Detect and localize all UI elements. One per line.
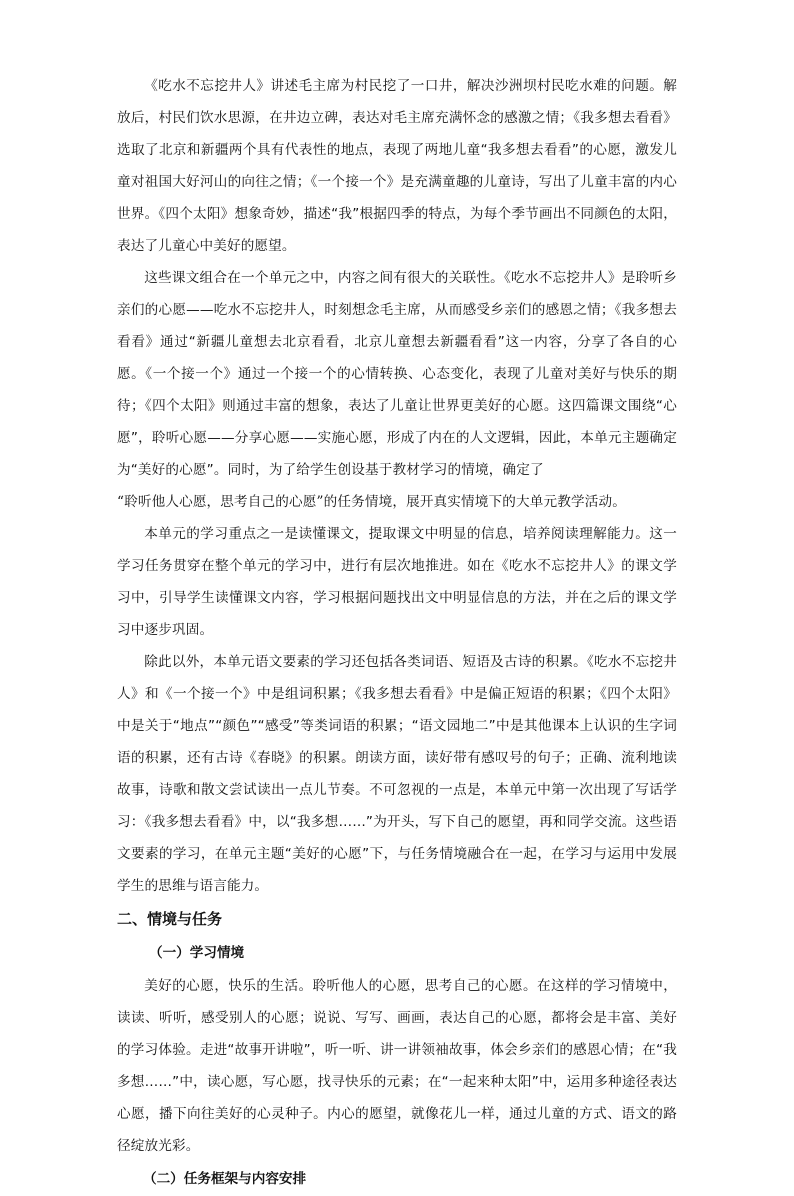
paragraph-unit-theme: 这些课文组合在一个单元之中，内容之间有很大的关联性。《吃水不忘挖井人》是聆听乡亲们的心愿——吃水不忘挖井人，时刻想念毛主席，从而感受乡亲们的感恩之情；《我多想去看看》通过“新疆儿童想去北京看看，北京儿童想去新疆看看”这一内容，分享了各自的心愿。《一个接一个》通过一个接一个的心情转换、心态变化，表现了儿童对美好与快乐的期待；《四个太阳》则通过丰富的想象，表达了儿童让世界更美好的心愿。这四篇课文围绕“心愿”，聆听心愿——分享心愿——实施心愿，形成了内在的人文逻辑，因此，本单元主题确定为“美好的心愿”。同时，为了给学生创设基于教材学习的情境，确定了	[117, 270, 677, 478]
subheading-task-framework: （二）任务框架与内容安排	[143, 1171, 307, 1187]
subheading-learning-situation: （一）学习情境	[149, 945, 245, 961]
paragraph-language-elements: 除此以外，本单元语文要素的学习还包括各类词语、短语及古诗的积累。《吃水不忘挖井人》和《一个接一个》中是组词积累；《我多想去看看》中是偏正短语的积累；《四个太阳》中是关于“地点”“颜色”“感受”等类词语的积累；“语文园地二”中是其他课本上认识的生字词语的积累，还有古诗《春晓》的积累。朗读方面，读好带有感叹号的句子；正确、流利地读故事，诗歌和散文尝试读出一点儿节奏。不可忽视的一点是，本单元中第一次出现了写话学习：《我多想去看看》中，以“我多想……”为开头，写下自己的愿望，再和同学交流。这些语文要素的学习，在单元主题“美好的心愿”下，与任务情境融合在一起，在学习与运用中发展学生的思维与语言能力。	[117, 654, 677, 894]
paragraph-learning-situation: 美好的心愿，快乐的生活。聆听他人的心愿，思考自己的心愿。在这样的学习情境中，读读、听听，感受别人的心愿；说说、写写、画画，表达自己的心愿，都将会是丰富、美好的学习体验。走进“故事开讲啦”，听一听、讲一讲领袖故事，体会乡亲们的感恩心情；在“我多想……”中，读心愿，写心愿，找寻快乐的元素；在“一起来种太阳”中，运用多种途径表达心愿，播下向往美好的心灵种子。内心的愿望，就像花儿一样，通过儿童的方式、语文的路径绽放光彩。	[117, 978, 677, 1154]
document-page	[117, 70, 677, 1196]
paragraph-unit-texts-overview: 《吃水不忘挖井人》讲述毛主席为村民挖了一口井，解决沙洲坝村民吃水难的问题。解放后，村民们饮水思源，在井边立碑，表达对毛主席充满怀念的感激之情；《我多想去看看》选取了北京和新疆两个具有代表性的地点，表现了两地儿童“我多想去看看”的心愿，激发儿童对祖国大好河山的向往之情；《一个接一个》是充满童趣的儿童诗，写出了儿童丰富的内心世界。《四个太阳》想象奇妙，描述“我”根据四季的特点，为每个季节画出不同颜色的太阳，表达了儿童心中美好的愿望。	[117, 78, 677, 254]
paragraph-learning-focus: 本单元的学习重点之一是读懂课文，提取课文中明显的信息，培养阅读理解能力。这一学习任务贯穿在整个单元的学习中，进行有层次地推进。如在《吃水不忘挖井人》的课文学习中，引导学生读懂课文内容，学习根据问题找出文中明显信息的方法，并在之后的课文学习中逐步巩固。	[117, 526, 677, 638]
section-heading-situation-task: 二、情境与任务	[117, 910, 223, 928]
paragraph-task-situation-line: “聆听他人心愿，思考自己的心愿”的任务情境，展开真实情境下的大单元教学活动。	[117, 494, 626, 510]
